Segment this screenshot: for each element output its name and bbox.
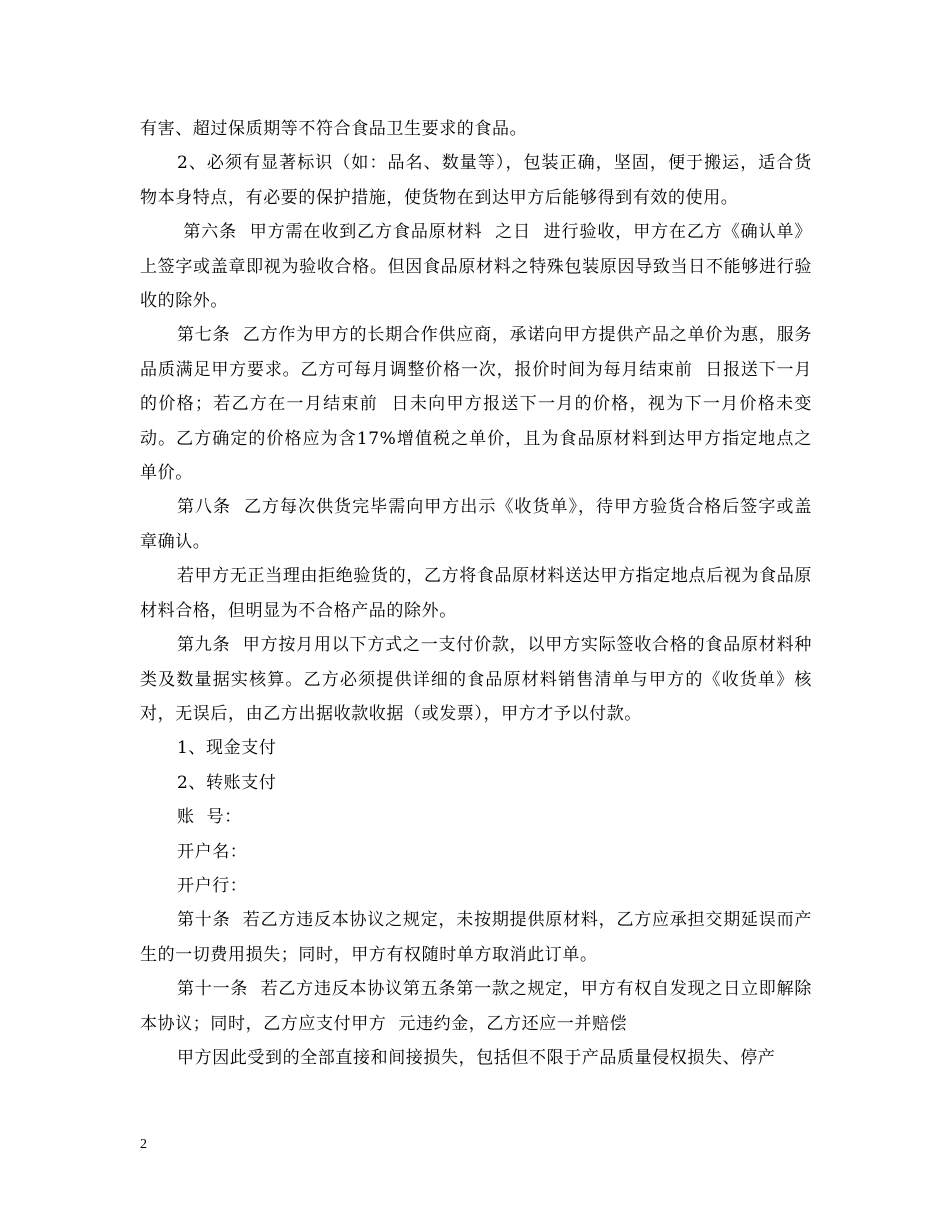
paragraph-1: 有害、超过保质期等不符合食品卫生要求的食品。 bbox=[140, 119, 528, 139]
paragraph-article-11: 第十一条 若乙方违反本协议第五条第一款之规定，甲方有权自发现之日立即解除本协议；同时，乙方应支付甲方 元违约金，乙方还应一并赔偿 bbox=[140, 979, 812, 1034]
paragraph-2: 2、必须有显著标识（如：品名、数量等），包装正确，坚固，便于搬运，适合货物本身特点，有必要的保护措施，使货物在到达甲方后能够得到有效的使用。 bbox=[140, 153, 812, 208]
account-number-line: 账 号： bbox=[177, 807, 242, 828]
paragraph-article-10: 第十条 若乙方违反本协议之规定，未按期提供原材料，乙方应承担交期延误而产生的一切费用损失；同时，甲方有权随时单方取消此订单。 bbox=[140, 910, 812, 965]
payment-method-transfer: 2、转账支付 bbox=[177, 772, 277, 793]
account-name-line: 开户名： bbox=[177, 841, 248, 862]
bank-line: 开户行： bbox=[177, 875, 248, 896]
paragraph-article-7: 第七条 乙方作为甲方的长期合作供应商，承诺向甲方提供产品之单价为惠，服务品质满足甲方要求。乙方可每月调整价格一次，报价时间为每月结束前 日报送下一月的价格；若乙方在一月结束前 日未向甲方报送下一月的价格，视为下一月价格未变动。乙方确定的价格应为含17%增值税之单价，且为食品原材料到达甲方指定地点之单价。 bbox=[140, 325, 812, 484]
paragraph-losses: 甲方因此受到的全部直接和间接损失，包括但不限于产品质量侵权损失、停产 bbox=[177, 1047, 776, 1068]
page-number: 2 bbox=[140, 1137, 147, 1152]
paragraph-article-8: 第八条 乙方每次供货完毕需向甲方出示《收货单》，待甲方验货合格后签字或盖章确认。 bbox=[140, 497, 812, 552]
document-body bbox=[140, 112, 812, 1075]
paragraph-inspection-refusal: 若甲方无正当理由拒绝验货的，乙方将食品原材料送达甲方指定地点后视为食品原材料合格，但明显为不合格产品的除外。 bbox=[140, 566, 812, 621]
paragraph-article-6: 第六条 甲方需在收到乙方食品原材料 之日 进行验收，甲方在乙方《确认单》上签字或盖章即视为验收合格。但因食品原材料之特殊包装原因导致当日不能够进行验收的除外。 bbox=[140, 222, 812, 312]
payment-method-cash: 1、现金支付 bbox=[177, 738, 277, 759]
paragraph-article-9: 第九条 甲方按月用以下方式之一支付价款，以甲方实际签收合格的食品原材料种类及数量据实核算。乙方必须提供详细的食品原材料销售清单与甲方的《收货单》核对，无误后，由乙方出据收款收据（或发票），甲方才予以付款。 bbox=[140, 635, 812, 724]
